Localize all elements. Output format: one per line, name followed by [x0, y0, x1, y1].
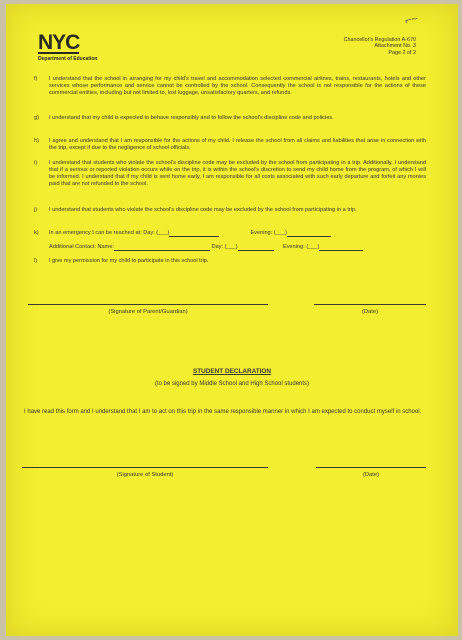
nyc-doe-logo — [38, 31, 98, 62]
logo-text: NYC — [38, 31, 80, 54]
clause-text: I understand that the school in arranging for my child's travel and accommodation selected commercial airlines, trains, restaurants, hotels and other services whose performance and service cannot be controlled by the school. Consequently the school is not responsible for the actions of these commercial entities, including but not limited to, lost luggage, unsatisfactory quarters, and refunds. — [49, 76, 426, 96]
pen-mark: ⌐~ — [404, 12, 419, 28]
clause-label: g) — [34, 115, 39, 121]
day-phone-field[interactable] — [169, 230, 219, 237]
student-date-line[interactable] — [316, 467, 426, 468]
student-signature-line[interactable] — [22, 467, 268, 468]
clause-label: i) — [34, 160, 38, 166]
additional-name-field[interactable] — [114, 244, 210, 251]
evening-phone-field[interactable] — [287, 230, 331, 237]
day-phone-label-2: Day: (___) — [211, 244, 238, 250]
clause-i — [34, 160, 426, 188]
parent-signature-caption: (Signature of Parent/Guardian) — [108, 309, 188, 315]
day-phone-label: Day: (___) — [143, 230, 170, 236]
logo-department: Department of Education — [38, 56, 98, 62]
page-number: Page 2 of 2 — [388, 49, 416, 56]
regulation-number: Chancellor's Regulation A-670 — [343, 37, 416, 43]
regulation-header — [344, 37, 416, 56]
parent-signature-line[interactable] — [28, 304, 268, 305]
clause-label: h) — [34, 138, 39, 144]
declaration-title: STUDENT DECLARATION — [193, 368, 271, 375]
evening-phone-label-2: Evening: (___) — [283, 244, 320, 250]
declaration-subtitle: (to be signed by Middle School and High School students) — [154, 381, 310, 387]
parent-date-caption: (Date) — [361, 309, 379, 315]
clause-h — [34, 138, 426, 152]
document-page — [6, 4, 458, 636]
attachment-number: Attachment No. 3 — [374, 43, 416, 50]
student-date-caption: (Date) — [362, 472, 380, 478]
clause-label: k) — [34, 230, 39, 236]
additional-contact-label: Additional Contact: Name: — [49, 244, 114, 250]
clause-text: I understand that students who violate the school's discipline code may be excluded by the school from participating in a trip. — [49, 207, 357, 213]
day-phone-field-2[interactable] — [238, 244, 274, 251]
clause-label: j) — [34, 207, 38, 213]
clause-l — [34, 258, 426, 265]
permission-text: I give my permission for my child to participate in this school trip. — [49, 258, 209, 264]
declaration-body: I have read this form and I understand that I am to act on this trip in the same responsible manner in which I am expected to conduct myself in school. — [24, 409, 422, 415]
clause-text: I agree and understand that I am responsible for the actions of my child. I release the school from all claims and liabilities that arise in connection with the trip, except if due to the negligence of school officials. — [49, 138, 426, 151]
emergency-label: In an emergency I can be reached at: — [49, 230, 142, 236]
clause-j — [34, 207, 426, 214]
student-signature-caption: (Signature of Student) — [116, 472, 174, 478]
clause-g — [34, 115, 426, 122]
parent-date-line[interactable] — [314, 304, 426, 305]
emergency-contact-row — [34, 230, 426, 237]
additional-contact-row — [34, 244, 426, 251]
clause-label: f) — [34, 76, 38, 82]
clause-text: I understand that my child is expected to behave responsibly and to follow the school's discipline code and policies. — [49, 115, 334, 121]
clause-f — [34, 76, 426, 97]
evening-phone-label: Evening: (___) — [250, 230, 287, 236]
evening-phone-field-2[interactable] — [319, 244, 363, 251]
clause-text: I understand that students who violate the school's discipline code may be excluded by the school from participating in a trip. Additionally, I understand that if a serious or reported violation occurs while on the trip, it is within the school's discretion to send my child home from the program, of which I will be informed. I understand that if my child is sent home early, I am responsible for all costs associated with such early departure and forfeit any monies paid that are not refunded to the school. — [49, 160, 426, 187]
clause-label: l) — [34, 258, 38, 264]
